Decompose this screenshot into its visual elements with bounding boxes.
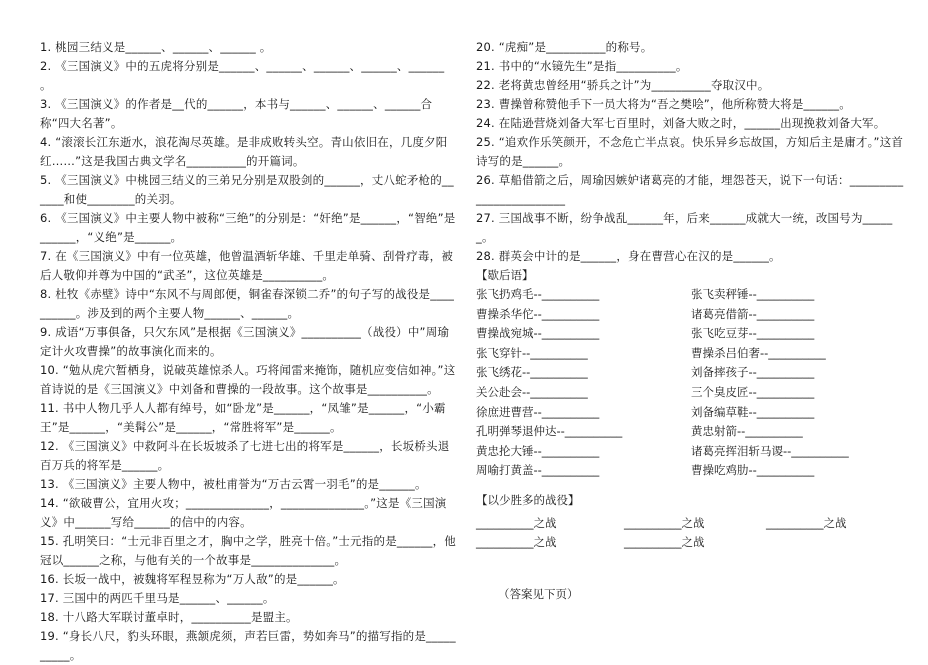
xiehouyu-item: 张飞吃豆芽--__________ <box>691 326 815 341</box>
xiehouyu-item: 张飞绣花--__________ <box>476 365 588 380</box>
question-5: 5. 《三国演义》中桃园三结义的三弟兄分别是双股剑的______，丈八蛇矛枪的______和使________的关羽。 <box>40 173 454 206</box>
xiehouyu-title: 【歇后语】 <box>476 268 534 282</box>
battle-item: __________之战 <box>476 515 557 530</box>
battle-item: __________之战 <box>766 515 847 530</box>
question-13: 13. 《三国演义》主要人物中，被杜甫誉为“万古云霄一羽毛”的是______。 <box>40 477 427 491</box>
question-9: 9. 成语“万事俱备，只欠东风”是根据《三国演义》__________（战役）中”周瑜定计火攻曹操”的故事演化而来的。 <box>40 325 450 358</box>
right-column <box>476 38 906 552</box>
question-8: 8. 杜牧《赤壁》诗中“东风不与周郎便，铜雀春深锁二乔”的句子写的战役是__________。涉及到的两个主要人物______、______。 <box>40 287 455 320</box>
battle-item: __________之战 <box>476 534 557 549</box>
question-16: 16. 长坂一战中，被魏将军程昱称为“万人敌”的是______。 <box>40 572 345 586</box>
question-21: 21. 书中的“水镜先生”是指__________。 <box>476 59 688 73</box>
battles-grid <box>476 514 906 552</box>
question-19: 19. “身长八尺，豹头环眼，燕颔虎须，声若巨雷，势如奔马”的描写指的是__________。 <box>40 629 456 662</box>
question-17: 17. 三国中的两匹千里马是______、______。 <box>40 591 275 605</box>
question-25: 25. “追欢作乐笑颜开，不念危亡半点哀。快乐异乡忘故国，方知后主是庸才。”这首诗写的是______。 <box>476 135 904 168</box>
question-18: 18. 十八路大军联讨董卓时，__________是盟主。 <box>40 610 298 624</box>
xiehouyu-item: 刘备编草鞋--__________ <box>691 404 815 419</box>
xiehouyu-item: 诸葛亮借箭--__________ <box>691 306 815 321</box>
question-7: 7. 在《三国演义》中有一位英雄，他曾温酒斩华雄、千里走单骑、刮骨疗毒，被后人敬仰并尊为中国的“武圣”，这位英雄是__________。 <box>40 249 454 282</box>
xiehouyu-item: 刘备摔孩子--__________ <box>691 365 815 380</box>
left-column <box>40 38 458 665</box>
xiehouyu-item: 曹操杀华佗--__________ <box>476 306 600 321</box>
question-12: 12. 《三国演义》中救阿斗在长坂坡杀了七进七出的将军是______，长坂桥头退百万兵的将军是______。 <box>40 439 450 472</box>
question-6: 6. 《三国演义》中主要人物中被称“三绝”的分别是：“奸绝”是______，“智绝”是______，“义绝”是______。 <box>40 211 456 244</box>
question-2: 2. 《三国演义》中的五虎将分别是______、______、______、______、______ 。 <box>40 59 445 92</box>
answer-note: （答案见下页） <box>498 587 579 601</box>
xiehouyu-item: 三个臭皮匠--__________ <box>691 384 815 399</box>
xiehouyu-item: 黄忠射箭--__________ <box>691 424 803 439</box>
xiehouyu-item: 张飞穿针--__________ <box>476 345 588 360</box>
question-22: 22. 老将黄忠曾经用“骄兵之计”为__________夺取汉中。 <box>476 78 770 92</box>
xiehouyu-item: 曹操杀吕伯奢--__________ <box>691 345 826 360</box>
xiehouyu-item: 关公赴会--__________ <box>476 384 588 399</box>
battle-item: __________之战 <box>624 515 705 530</box>
battles-title: 【以少胜多的战役】 <box>476 492 580 507</box>
xiehouyu-item: 曹操吃鸡肋--__________ <box>691 463 815 478</box>
question-15: 15. 孔明笑曰：“士元非百里之才，胸中之学，胜亮十倍。”士元指的是______，他冠以______之称，与他有关的一个故事是______________。 <box>40 534 457 567</box>
xiehouyu-item: 徐庶进曹营--__________ <box>476 404 600 419</box>
xiehouyu-item: 曹操战宛城--__________ <box>476 326 600 341</box>
xiehouyu-item: 周喻打黄盖--__________ <box>476 463 600 478</box>
question-27: 27. 三国战事不断，纷争战乱______年，后来______成就大一统，改国号为______。 <box>476 211 893 244</box>
xiehouyu-item: 张飞扔鸡毛--__________ <box>476 287 600 301</box>
xiehouyu-item: 黄忠抡大锤--__________ <box>476 443 600 458</box>
question-3: 3. 《三国演义》的作者是__代的______，本书与______、______、______合称“四大名著”。 <box>40 97 433 130</box>
question-4: 4. “滚滚长江东逝水，浪花淘尽英雄。是非成败转头空。青山依旧在，几度夕阳红……”这是我国古典文学名__________的开篇词。 <box>40 135 448 168</box>
question-11: 11. 书中人物几乎人人都有绰号，如“卧龙”是______，“凤雏”是______，“小霸王”是______，“美髯公”是______，“常胜将军”是______。 <box>40 401 446 434</box>
question-23: 23. 曹操曾称赞他手下一员大将为“吾之樊哙”，他所称赞大将是______。 <box>476 97 851 111</box>
xiehouyu-item: 张飞卖秤锤--__________ <box>691 287 815 301</box>
xiehouyu-item: 诸葛亮挥泪斩马谡--__________ <box>691 443 849 458</box>
question-1: 1. 桃园三结义是______、______、______ 。 <box>40 40 272 54</box>
xiehouyu-item: 孔明弹琴退仲达--__________ <box>476 424 623 439</box>
question-20: 20. “虎痴”是__________的称号。 <box>476 40 653 54</box>
question-10: 10. “勉从虎穴暂栖身，说破英雄惊杀人。巧将闻雷来掩饰，随机应变信如神。”这首诗说的是《三国演义》中刘备和曹操的一段故事。这个故事是__________。 <box>40 363 456 396</box>
question-28: 28. 群英会中计的是______，身在曹营心在汉的是______。 <box>476 249 781 263</box>
battle-item: __________之战 <box>624 534 705 549</box>
question-24: 24. 在陆逊营烧刘备大军七百里时，刘备大败之时，______出现挽救刘备大军。 <box>476 116 886 130</box>
question-26: 26. 草船借箭之后，周瑜因嫉妒诸葛亮的才能，埋怨苍天，说下一句话：________________________ <box>476 173 904 206</box>
xiehouyu-grid <box>476 285 906 481</box>
question-14: 14. “欲破曹公，宜用火攻；______________，______________。”这是《三国演义》中______写给______的信中的内容。 <box>40 496 447 529</box>
